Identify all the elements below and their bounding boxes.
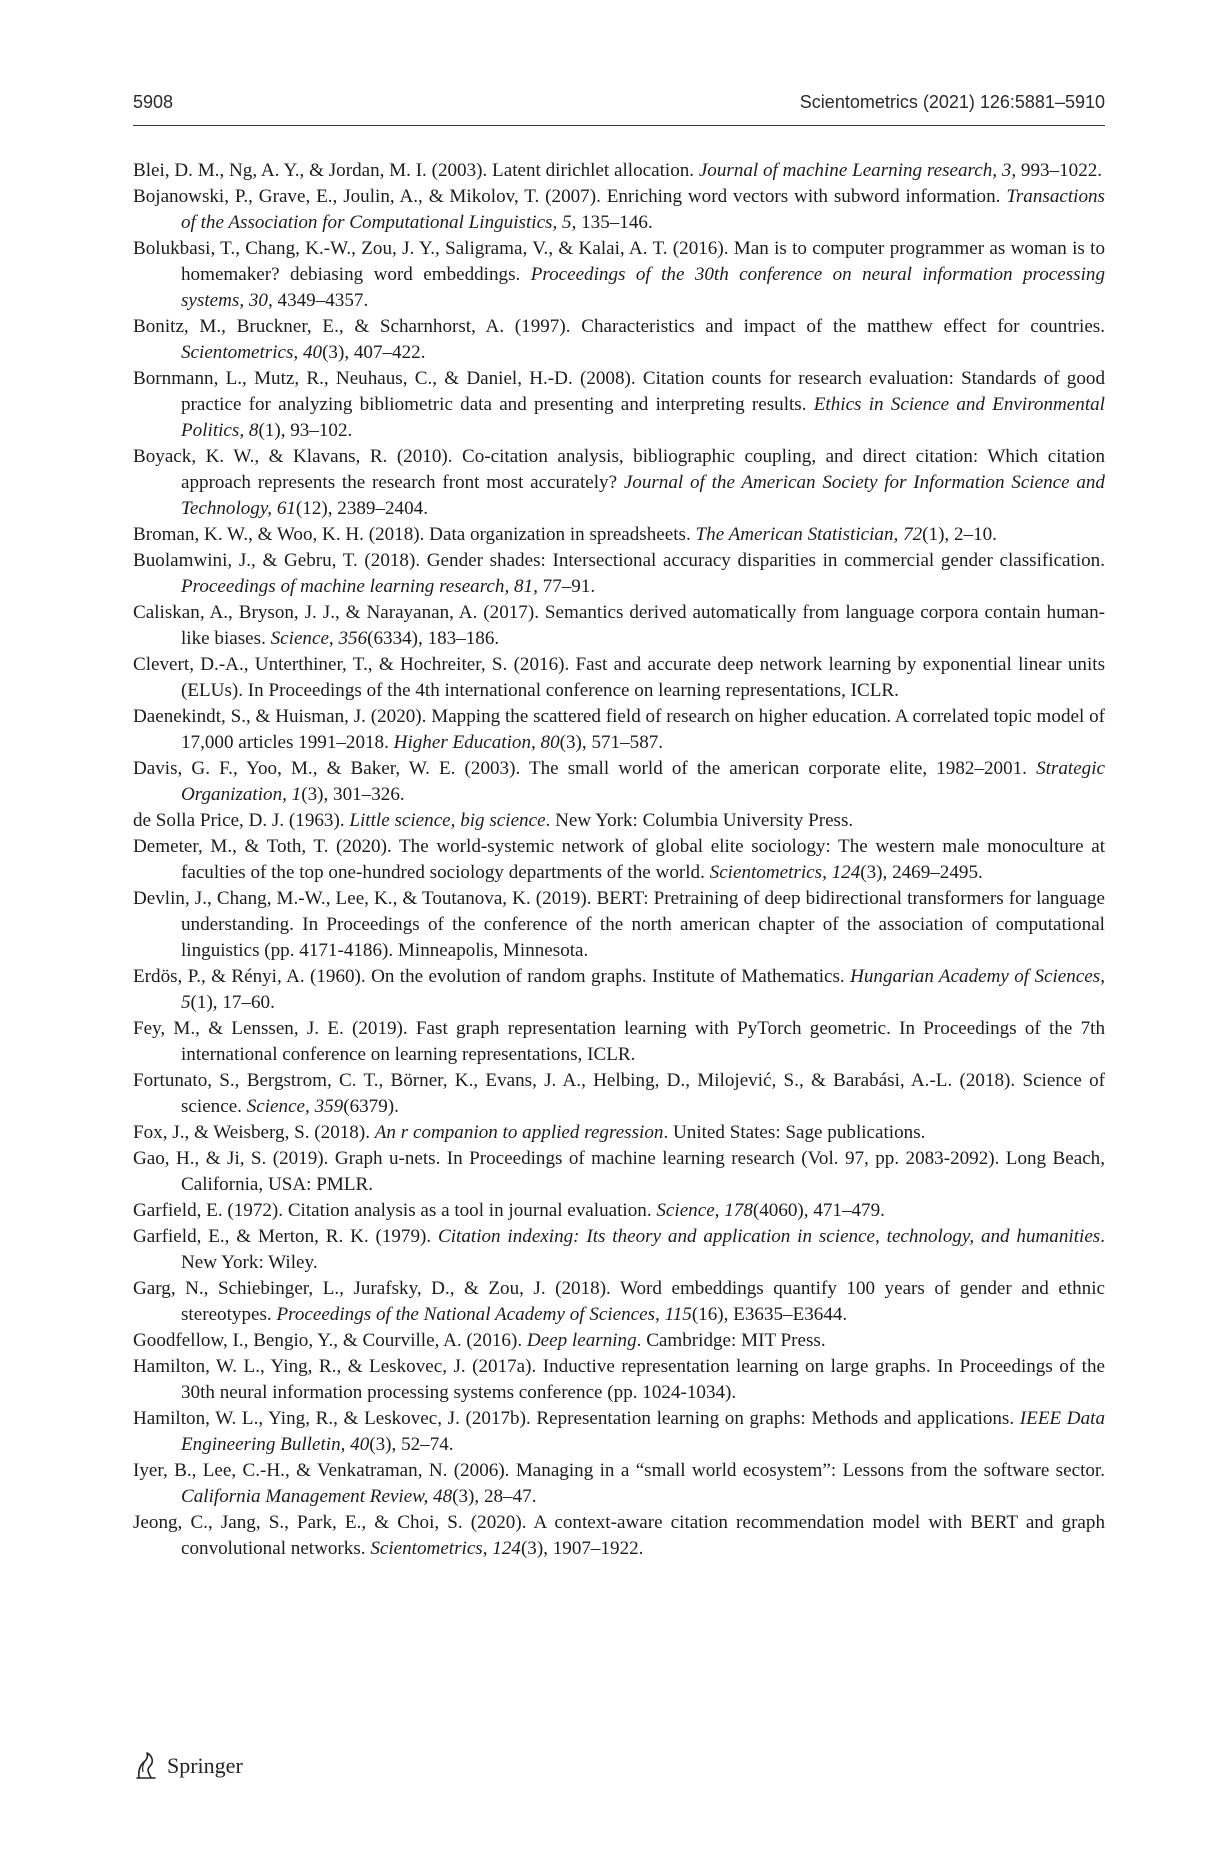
reference-entry bbox=[133, 1198, 1105, 1224]
reference-entry bbox=[133, 444, 1105, 522]
reference-text: Devlin, J., Chang, M.-W., Lee, K., & Toutanova, K. (2019). BERT: Pretraining of deep bidirectional transformers for language understanding. In Proceedings of the conference of the north american chapter of the association of computational linguistics (pp. 4171-4186). Minneapolis, Minnesota. bbox=[133, 888, 1105, 961]
reference-text: Caliskan, A., Bryson, J. J., & Narayanan, A. (2017). Semantics derived automatically from language corpora contain human-like biases. bbox=[133, 602, 1105, 649]
reference-text: Fey, M., & Lenssen, J. E. (2019). Fast graph representation learning with PyTorch geometric. In Proceedings of the 7th international conference on learning representations, ICLR. bbox=[133, 1018, 1105, 1065]
reference-details: (3), 1907–1922. bbox=[520, 1538, 644, 1559]
reference-source: IEEE Data Engineering Bulletin, 40 bbox=[181, 1408, 1105, 1455]
reference-source: Journal of machine Learning research, 3, bbox=[698, 160, 1017, 181]
reference-entry bbox=[133, 1146, 1105, 1198]
reference-text: Fortunato, S., Bergstrom, C. T., Börner, K., Evans, J. A., Helbing, D., Milojević, S., & Barabási, A.-L. (2018). Science of science. bbox=[133, 1070, 1105, 1117]
reference-entry bbox=[133, 366, 1105, 444]
reference-text: Hamilton, W. L., Ying, R., & Leskovec, J. (2017a). Inductive representation learning on large graphs. In Proceedings of the 30th neural information processing systems conference (pp. 1024-1034). bbox=[133, 1356, 1105, 1403]
reference-details: (3), 407–422. bbox=[322, 342, 426, 363]
reference-details: 77–91. bbox=[537, 576, 596, 597]
reference-text: Jeong, C., Jang, S., Park, E., & Choi, S. (2020). A context-aware citation recommendation model with BERT and graph convolutional networks. bbox=[133, 1512, 1105, 1559]
reference-entry bbox=[133, 808, 1105, 834]
reference-source: Science, 359 bbox=[246, 1096, 344, 1117]
reference-details: (3), 28–47. bbox=[452, 1486, 537, 1507]
reference-text: Erdös, P., & Rényi, A. (1960). On the evolution of random graphs. Institute of Mathematics. bbox=[133, 966, 851, 987]
reference-entry bbox=[133, 704, 1105, 756]
reference-text: Iyer, B., Lee, C.-H., & Venkatraman, N. (2006). Managing in a “small world ecosystem”: Lessons from the software sector. bbox=[133, 1460, 1105, 1481]
reference-details: (1), 93–102. bbox=[258, 420, 353, 441]
reference-details: 135–146. bbox=[576, 212, 653, 233]
journal-citation: Scientometrics (2021) 126:5881–5910 bbox=[799, 92, 1105, 112]
reference-entry bbox=[133, 964, 1105, 1016]
reference-source: Ethics in Science and Environmental Politics, 8 bbox=[181, 394, 1105, 441]
reference-entry bbox=[133, 1224, 1105, 1276]
reference-entry bbox=[133, 1458, 1105, 1510]
reference-text: Blei, D. M., Ng, A. Y., & Jordan, M. I. (2003). Latent dirichlet allocation. bbox=[133, 160, 699, 181]
reference-list bbox=[133, 158, 1105, 1562]
reference-text: Daenekindt, S., & Huisman, J. (2020). Mapping the scattered field of research on higher education. A correlated topic model of 17,000 articles 1991–2018. bbox=[133, 706, 1105, 753]
reference-details: (3), 52–74. bbox=[369, 1434, 454, 1455]
reference-source: Higher Education, 80 bbox=[393, 732, 560, 753]
reference-entry bbox=[133, 600, 1105, 652]
reference-text: Garfield, E. (1972). Citation analysis as a tool in journal evaluation. bbox=[133, 1200, 657, 1221]
reference-text: Bonitz, M., Bruckner, E., & Scharnhorst, A. (1997). Characteristics and impact of the matthew effect for countries. bbox=[133, 316, 1105, 337]
reference-details: (1), 2–10. bbox=[922, 524, 997, 545]
reference-source: Hungarian Academy of Sciences, 5 bbox=[181, 966, 1105, 1013]
reference-details: . United States: Sage publications. bbox=[663, 1122, 926, 1143]
reference-entry bbox=[133, 236, 1105, 314]
reference-details: (3), 301–326. bbox=[301, 784, 405, 805]
reference-text: Buolamwini, J., & Gebru, T. (2018). Gender shades: Intersectional accuracy disparities in commercial gender classification. bbox=[133, 550, 1105, 571]
reference-text: Garfield, E., & Merton, R. K. (1979). bbox=[133, 1226, 438, 1247]
reference-text: Broman, K. W., & Woo, K. H. (2018). Data organization in spreadsheets. bbox=[133, 524, 696, 545]
header-rule bbox=[133, 125, 1105, 126]
reference-source: Citation indexing: Its theory and application in science, technology, and humanities bbox=[438, 1226, 1101, 1247]
reference-entry bbox=[133, 548, 1105, 600]
reference-entry bbox=[133, 184, 1105, 236]
reference-entry bbox=[133, 834, 1105, 886]
reference-entry bbox=[133, 1510, 1105, 1562]
reference-source: Science, 356 bbox=[270, 628, 368, 649]
reference-source: The American Statistician, 72 bbox=[695, 524, 923, 545]
publisher-name: Springer bbox=[167, 1753, 243, 1778]
reference-details: . New York: Wiley. bbox=[181, 1226, 1106, 1273]
reference-entry bbox=[133, 1016, 1105, 1068]
reference-text: Hamilton, W. L., Ying, R., & Leskovec, J. (2017b). Representation learning on graphs: Methods and applications. bbox=[133, 1408, 1020, 1429]
reference-text: Davis, G. F., Yoo, M., & Baker, W. E. (2003). The small world of the american corporate elite, 1982–2001. bbox=[133, 758, 1037, 779]
reference-details: (6334), 183–186. bbox=[367, 628, 500, 649]
reference-source: Deep learning bbox=[526, 1330, 637, 1351]
reference-text: Garg, N., Schiebinger, L., Jurafsky, D., & Zou, J. (2018). Word embeddings quantify 100 years of gender and ethnic stereotypes. bbox=[133, 1278, 1105, 1325]
reference-source: Scientometrics, 40 bbox=[181, 342, 323, 363]
reference-source: An r companion to applied regression bbox=[374, 1122, 664, 1143]
reference-source: Scientometrics, 124 bbox=[370, 1538, 521, 1559]
reference-details: (4060), 471–479. bbox=[752, 1200, 885, 1221]
reference-text: Clevert, D.-A., Unterthiner, T., & Hochreiter, S. (2016). Fast and accurate deep network learning by exponential linear units (ELUs). In Proceedings of the 4th international conference on learning representations, ICLR. bbox=[133, 654, 1105, 701]
reference-source: Proceedings of the 30th conference on neural information processing systems, 30, bbox=[181, 264, 1105, 311]
footer bbox=[133, 1749, 243, 1783]
reference-text: Goodfellow, I., Bengio, Y., & Courville, A. (2016). bbox=[133, 1330, 527, 1351]
reference-text: Bojanowski, P., Grave, E., Joulin, A., & Mikolov, T. (2007). Enriching word vectors with subword information. bbox=[133, 186, 1007, 207]
reference-source: Science, 178 bbox=[656, 1200, 753, 1221]
reference-entry bbox=[133, 1406, 1105, 1458]
reference-source: Journal of the American Society for Information Science and Technology, 61 bbox=[181, 472, 1105, 519]
reference-text: Bornmann, L., Mutz, R., Neuhaus, C., & Daniel, H.-D. (2008). Citation counts for research evaluation: Standards of good practice for analyzing bibliometric data and presenting and interpreting results. bbox=[133, 368, 1105, 415]
reference-entry bbox=[133, 1328, 1105, 1354]
reference-details: 4349–4357. bbox=[272, 290, 369, 311]
reference-text: Demeter, M., & Toth, T. (2020). The world-systemic network of global elite sociology: The western male monoculture at faculties of the top one-hundred sociology departments of the world. bbox=[133, 836, 1105, 883]
reference-details: (1), 17–60. bbox=[190, 992, 275, 1013]
reference-details: (6379). bbox=[343, 1096, 399, 1117]
reference-entry bbox=[133, 1276, 1105, 1328]
reference-entry bbox=[133, 756, 1105, 808]
reference-source: California Management Review, 48 bbox=[181, 1486, 453, 1507]
reference-details: (12), 2389–2404. bbox=[295, 498, 428, 519]
reference-source: Scientometrics, 124 bbox=[709, 862, 861, 883]
reference-entry bbox=[133, 1354, 1105, 1406]
reference-entry bbox=[133, 1120, 1105, 1146]
reference-source: Transactions of the Association for Computational Linguistics, 5, bbox=[181, 186, 1105, 233]
reference-text: Gao, H., & Ji, S. (2019). Graph u-nets. In Proceedings of machine learning research (Vol. 97, pp. 2083-2092). Long Beach, California, USA: PMLR. bbox=[133, 1148, 1105, 1195]
page-number: 5908 bbox=[133, 92, 174, 112]
springer-horse-icon bbox=[133, 1751, 159, 1781]
reference-source: Proceedings of machine learning research, 81, bbox=[181, 576, 538, 597]
reference-text: Bolukbasi, T., Chang, K.-W., Zou, J. Y., Saligrama, V., & Kalai, A. T. (2016). Man is to computer programmer as woman is to homemaker? debiasing word embeddings. bbox=[133, 238, 1105, 285]
reference-entry bbox=[133, 522, 1105, 548]
running-header bbox=[133, 92, 1105, 124]
reference-entry bbox=[133, 1068, 1105, 1120]
reference-entry bbox=[133, 158, 1105, 184]
reference-text: Fox, J., & Weisberg, S. (2018). bbox=[133, 1122, 375, 1143]
reference-details: . Cambridge: MIT Press. bbox=[636, 1330, 826, 1351]
reference-details: (3), 2469–2495. bbox=[860, 862, 983, 883]
reference-source: Proceedings of the National Academy of Sciences, 115 bbox=[276, 1304, 692, 1325]
reference-text: Boyack, K. W., & Klavans, R. (2010). Co-citation analysis, bibliographic coupling, and direct citation: Which citation approach represents the research front most accurately? bbox=[133, 446, 1105, 493]
reference-source: Little science, big science bbox=[349, 810, 546, 831]
reference-text: de Solla Price, D. J. (1963). bbox=[133, 810, 350, 831]
reference-details: . New York: Columbia University Press. bbox=[545, 810, 854, 831]
reference-details: 993–1022. bbox=[1016, 160, 1103, 181]
reference-source: Strategic Organization, 1 bbox=[181, 758, 1105, 805]
reference-entry bbox=[133, 652, 1105, 704]
reference-entry bbox=[133, 314, 1105, 366]
reference-details: (16), E3635–E3644. bbox=[691, 1304, 848, 1325]
reference-entry bbox=[133, 886, 1105, 964]
reference-details: (3), 571–587. bbox=[559, 732, 664, 753]
